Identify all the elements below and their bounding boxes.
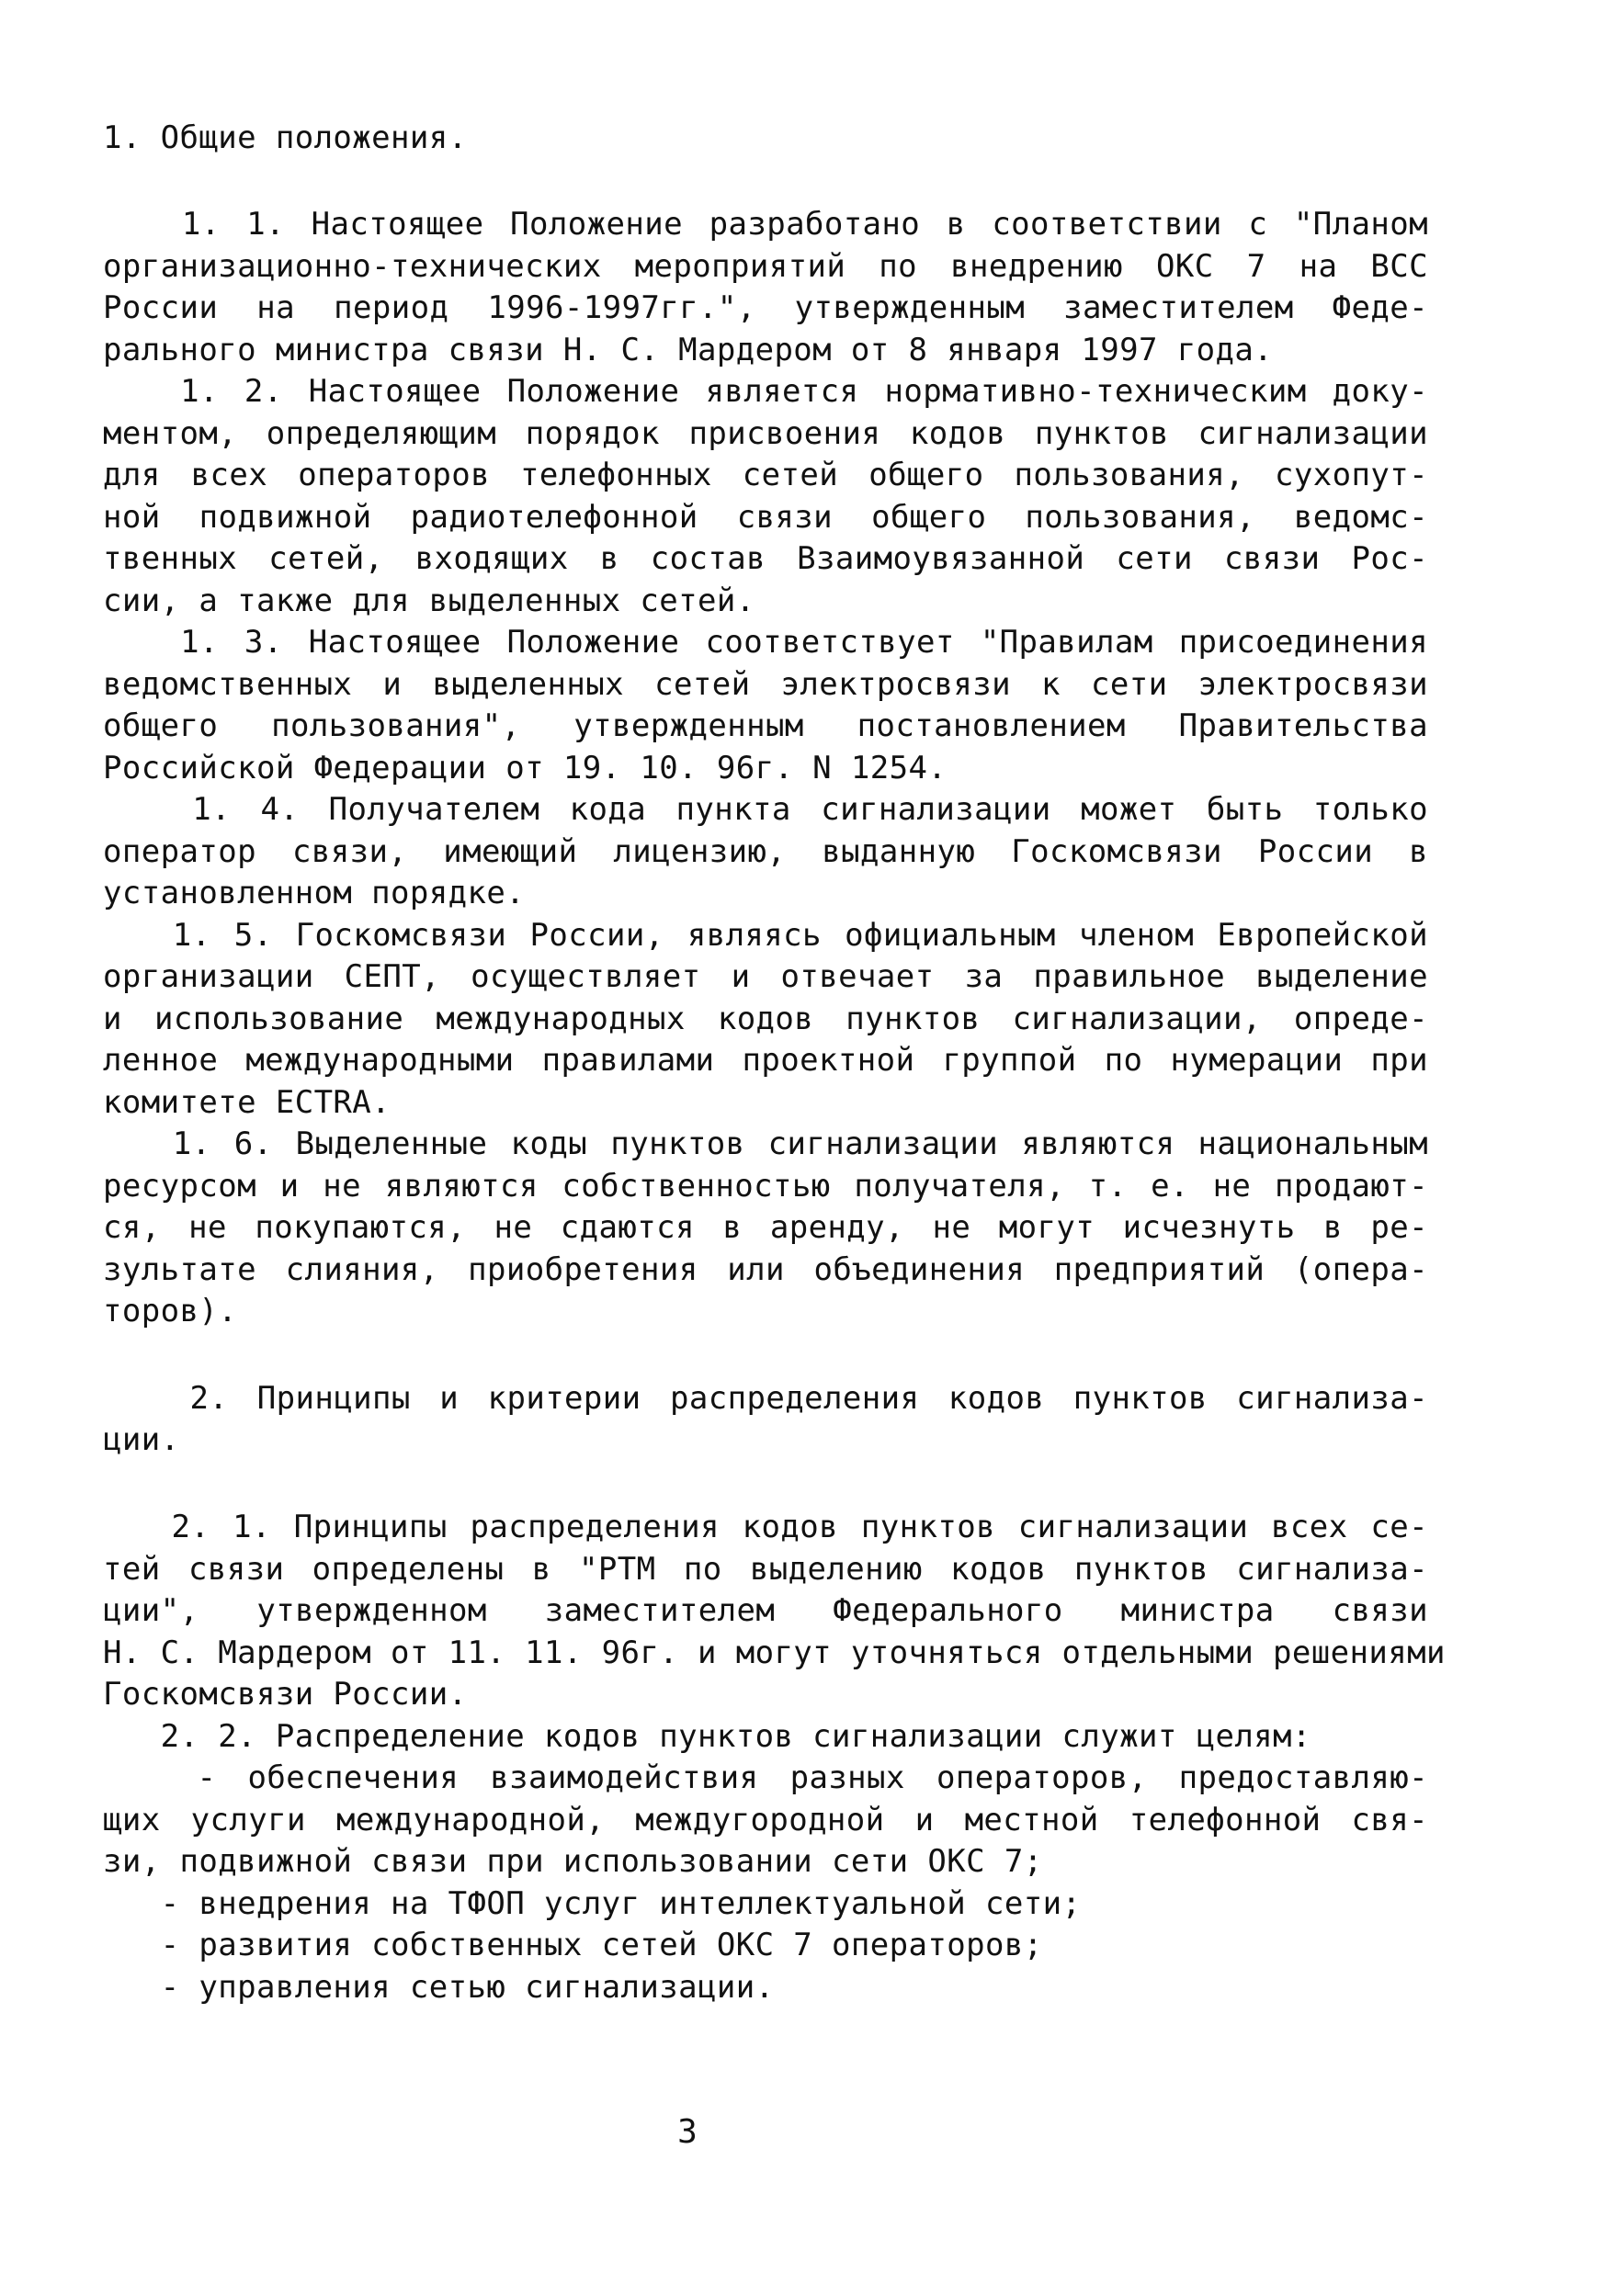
- text-line: 2. 1. Принципы распределения кодов пунктов сигнализации всех се-: [103, 1509, 1428, 1545]
- text-line: торов).: [103, 1293, 238, 1329]
- section-2-heading: ции.: [103, 1421, 180, 1458]
- text-line: твенных сетей, входящих в состав Взаимоувязанной сети связи Рос-: [103, 540, 1428, 577]
- text-line: ленное международными правилами проектной группой по нумерации при: [103, 1042, 1428, 1079]
- list-item: - управления сетью сигнализации.: [103, 1969, 775, 2006]
- text-line: Н. С. Мардером от 11. 11. 96г. и могут уточняться отдельными решениями: [103, 1634, 1446, 1671]
- text-line: комитете ECTRA.: [103, 1084, 391, 1121]
- text-line: России на период 1996-1997гг.", утвержденным заместителем Феде-: [103, 289, 1428, 326]
- text-line: 1. 6. Выделенные коды пунктов сигнализации являются национальным: [103, 1125, 1428, 1162]
- text-line: ресурсом и не являются собственностью получателя, т. е. не продают-: [103, 1168, 1428, 1205]
- text-line: 1. 1. Настоящее Положение разработано в соответствии с "Планом: [103, 206, 1428, 243]
- text-line: ной подвижной радиотелефонной связи общего пользования, ведомс-: [103, 499, 1428, 536]
- section-1-heading: 1. Общие положения.: [103, 119, 468, 156]
- text-line: зультате слияния, приобретения или объединения предприятий (опера-: [103, 1251, 1428, 1288]
- text-line: организации СЕПТ, осуществляет и отвечает за правильное выделение: [103, 958, 1428, 995]
- list-item: - внедрения на ТФОП услуг интеллектуальной сети;: [103, 1885, 1082, 1922]
- text-line: оператор связи, имеющий лицензию, выданную Госкомсвязи России в: [103, 833, 1428, 870]
- text-line: организационно-технических мероприятий по внедрению ОКС 7 на ВСС: [103, 248, 1428, 285]
- list-item: щих услуги международной, междугородной и местной телефонной свя-: [103, 1802, 1428, 1838]
- section-2-heading: 2. Принципы и критерии распределения кодов пунктов сигнализа-: [103, 1380, 1428, 1417]
- text-line: установленном порядке.: [103, 875, 526, 911]
- text-line: 1. 5. Госкомсвязи России, являясь официальным членом Европейской: [103, 917, 1428, 954]
- text-line: 1. 4. Получателем кода пункта сигнализации может быть только: [103, 791, 1428, 828]
- text-line: Госкомсвязи России.: [103, 1676, 468, 1713]
- text-line: рального министра связи Н. С. Мардером от 8 января 1997 года.: [103, 332, 1274, 368]
- text-line: и использование международных кодов пунктов сигнализации, опреде-: [103, 1001, 1428, 1037]
- text-line: общего пользования", утвержденным постановлением Правительства: [103, 707, 1428, 744]
- text-line: ведомственных и выделенных сетей электросвязи к сети электросвязи: [103, 666, 1428, 703]
- text-line: 1. 3. Настоящее Положение соответствует "Правилам присоединения: [103, 624, 1428, 661]
- text-line: тей связи определены в "РТМ по выделению кодов пунктов сигнализа-: [103, 1551, 1428, 1588]
- page-number: 3: [677, 2113, 698, 2151]
- list-item: зи, подвижной связи при использовании сети ОКС 7;: [103, 1843, 1043, 1880]
- list-item: - обеспечения взаимодействия разных операторов, предоставляю-: [103, 1759, 1428, 1796]
- text-line: Российской Федерации от 19. 10. 96г. N 1254.: [103, 750, 948, 786]
- text-line: 2. 2. Распределение кодов пунктов сигнализации служит целям:: [103, 1718, 1311, 1755]
- text-line: сии, а также для выделенных сетей.: [103, 582, 755, 619]
- text-line: для всех операторов телефонных сетей общего пользования, сухопут-: [103, 457, 1428, 493]
- list-item: - развития собственных сетей ОКС 7 операторов;: [103, 1927, 1043, 1963]
- text-line: ся, не покупаются, не сдаются в аренду, не могут исчезнуть в ре-: [103, 1209, 1428, 1246]
- text-line: ментом, определяющим порядок присвоения кодов пунктов сигнализации: [103, 415, 1428, 452]
- text-line: ции", утвержденном заместителем Федерального министра связи: [103, 1592, 1428, 1629]
- text-line: 1. 2. Настоящее Положение является нормативно-техническим доку-: [103, 373, 1428, 410]
